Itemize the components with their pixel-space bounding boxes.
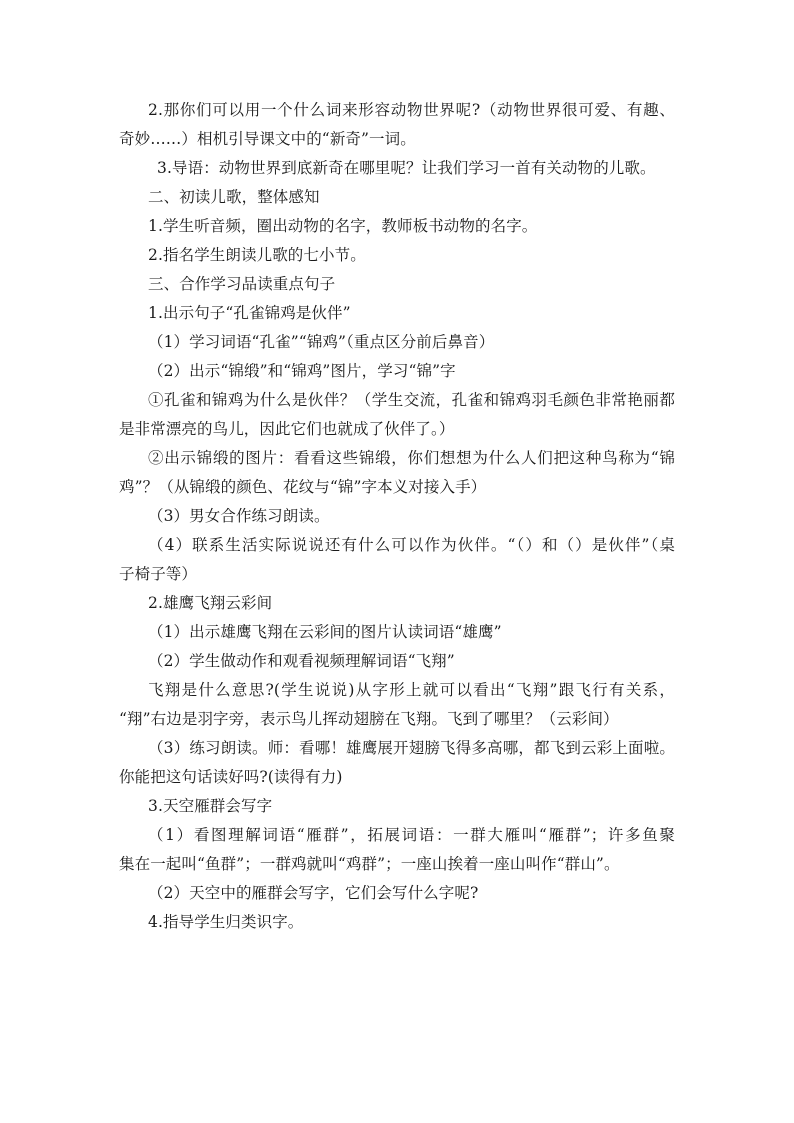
paragraph-line: （3）男女合作练习朗读。 — [148, 507, 330, 525]
paragraph-line: （1）看图理解词语“雁群”，拓展词语：一群大雁叫“雁群”；许多鱼聚 — [148, 826, 675, 844]
paragraph-line: 3.导语：动物世界到底新奇在哪里呢？让我们学习一首有关动物的儿歌。 — [157, 159, 656, 177]
paragraph-line: 子椅子等） — [119, 565, 198, 583]
paragraph-line: 是非常漂亮的鸟儿，因此它们也就成了伙伴了。） — [119, 420, 455, 438]
paragraph-line: 集在一起叫“鱼群”；一群鸡就叫“鸡群”；一座山挨着一座山叫作“群山”。 — [119, 855, 620, 873]
paragraph-line: （1）学习词语“孔雀”“锦鸡”（重点区分前后鼻音） — [148, 333, 495, 351]
paragraph-line: 1.学生听音频，圈出动物的名字，教师板书动物的名字。 — [148, 217, 538, 235]
section-heading: 二、初读儿歌，整体感知 — [148, 188, 320, 206]
subsection-heading: 1.出示句子“孔雀锦鸡是伙伴” — [148, 304, 351, 322]
paragraph-line: （4）联系生活实际说说还有什么可以作为伙伴。“（）和（）是伙伴”（桌 — [148, 536, 675, 554]
paragraph-line: （2）天空中的雁群会写字，它们会写什么字呢? — [148, 884, 479, 902]
paragraph-line: 你能把这句话读好吗?(读得有力) — [119, 768, 343, 786]
paragraph-line: 飞翔是什么意思?(学生说说)从字形上就可以看出“飞翔”跟飞行有关系， — [148, 681, 675, 699]
subsection-heading: 3.天空雁群会写字 — [148, 797, 273, 815]
paragraph-line: ①孔雀和锦鸡为什么是伙伴？（学生交流，孔雀和锦鸡羽毛颜色非常艳丽都 — [148, 391, 675, 409]
paragraph-line: 鸡”？（从锦缎的颜色、花纹与“锦”字本义对接入手） — [119, 478, 487, 496]
subsection-heading: 4.指导学生归类识字。 — [148, 913, 304, 931]
paragraph-line: “翔”右边是羽字旁，表示鸟儿挥动翅膀在飞翔。飞到了哪里？（云彩间） — [119, 710, 619, 728]
paragraph-line: 奇妙……）相机引导课文中的“新奇”一词。 — [119, 130, 416, 148]
subsection-heading: 2.雄鹰飞翔云彩间 — [148, 594, 273, 612]
lesson-plan-body — [119, 96, 675, 937]
paragraph-line: ②出示锦缎的图片：看看这些锦缎，你们想想为什么人们把这种鸟称为“锦 — [148, 449, 675, 467]
paragraph-line: （1）出示雄鹰飞翔在云彩间的图片认读词语“雄鹰” — [148, 623, 502, 641]
paragraph-line: （2）学生做动作和观看视频理解词语“飞翔” — [148, 652, 455, 670]
paragraph-line: 2.那你们可以用一个什么词来形容动物世界呢?（动物世界很可爱、有趣、 — [148, 101, 675, 119]
paragraph-line: （3）练习朗读。师：看哪！雄鹰展开翅膀飞得多高哪，都飞到云彩上面啦。 — [148, 739, 675, 757]
paragraph-line: 2.指名学生朗读儿歌的七小节。 — [148, 246, 366, 264]
section-heading: 三、合作学习品读重点句子 — [148, 275, 336, 293]
paragraph-line: （2）出示“锦缎”和“锦鸡”图片，学习“锦”字 — [148, 362, 456, 380]
